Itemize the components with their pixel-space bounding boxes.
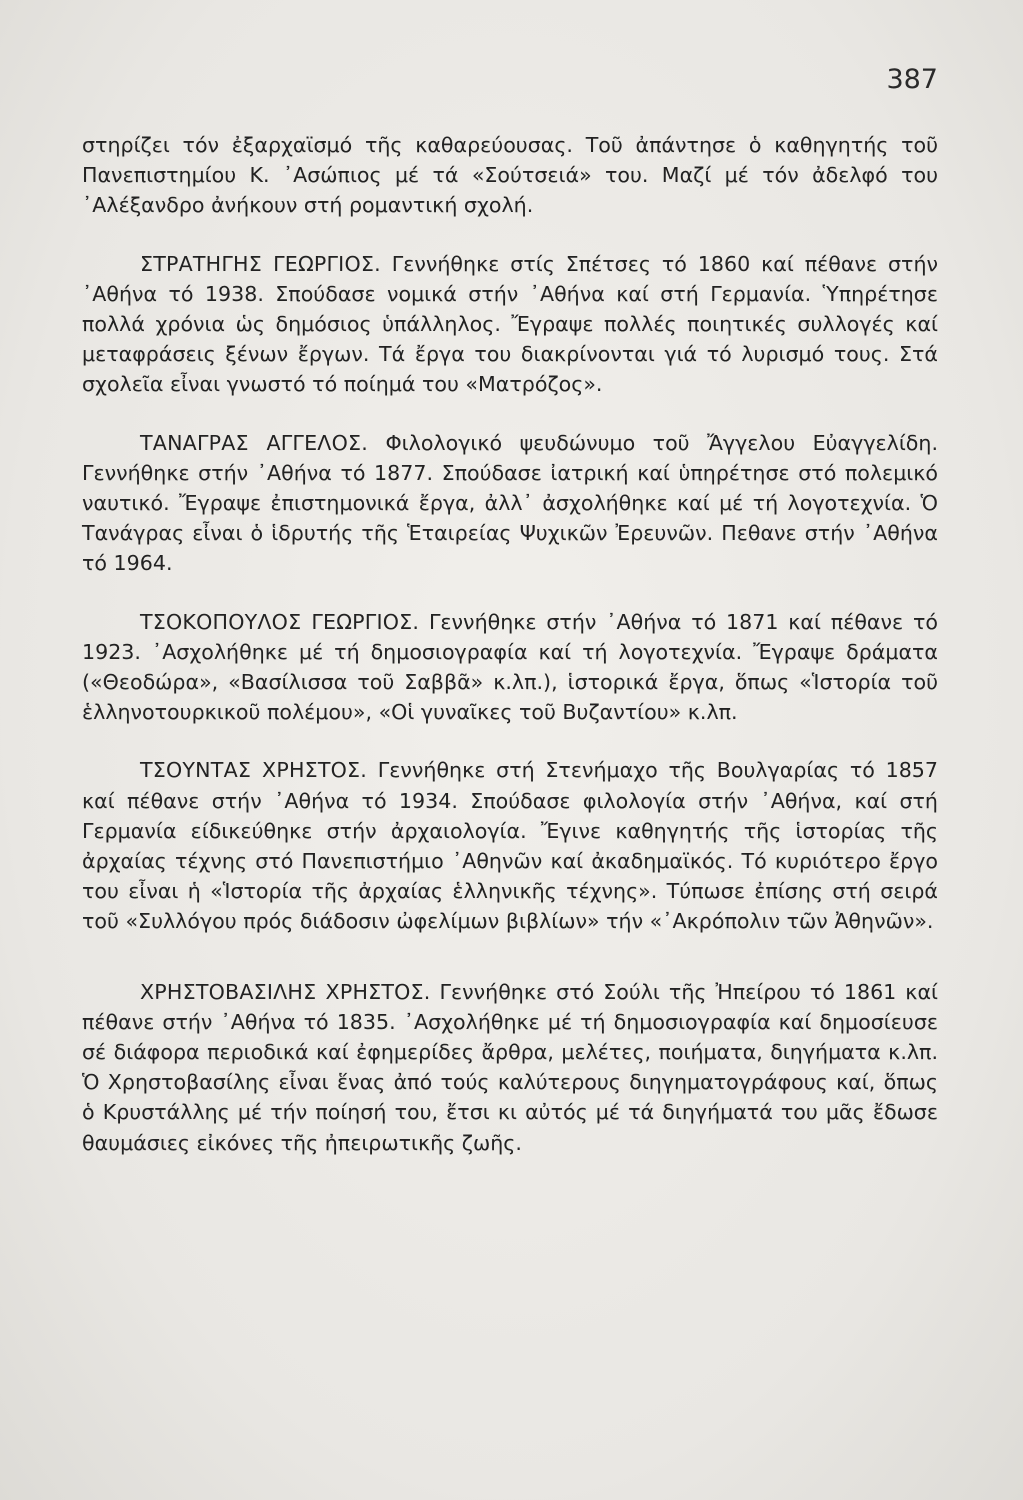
entry-name: ΤΑΝΑΓΡΑΣ ΑΓΓΕΛΟΣ.: [140, 430, 368, 455]
biography-entry-tanagras: [82, 428, 938, 579]
entry-name: ΤΣΟΚΟΠΟΥΛΟΣ ΓΕΩΡΓΙΟΣ.: [140, 609, 420, 634]
entry-name: ΧΡΗΣΤΟΒΑΣΙΛΗΣ ΧΡΗΣΤΟΣ.: [140, 979, 431, 1004]
page-number: 387: [886, 64, 938, 95]
entry-text: Φιλολογικό ψευδώνυμο τοῦ Ἄγγελου Εὐαγγελίδη. Γεννήθηκε στήν ᾿Αθήνα τό 1877. Σπούδασε ἰατρική καί ὑπηρέτησε στό πολεμικό ναυτικό. Ἔγραψε ἐπιστημονικά ἔργα, ἀλλ᾿ ἀσχολήθηκε καί μέ τή λογοτεχνία. Ὁ Τανάγρας εἶναι ὁ ἱδρυτής τῆς Ἑταιρείας Ψυχικῶν Ἐρευνῶν. Πεθανε στήν ᾿Αθήνα τό 1964.: [82, 430, 938, 576]
biography-entry-christovasilis: [82, 977, 938, 1158]
entry-text: Γεννήθηκε στή Στενήμαχο τῆς Βουλγαρίας τό 1857 καί πέθανε στήν ᾿Αθήνα τό 1934. Σπούδασε φιλολογία στήν ᾿Αθήνα, καί στή Γερμανία είδικεύθηκε στήν ἀρχαιολογία. Ἔγινε καθηγητής τῆς ἱστορίας τῆς ἀρχαίας τέχνης στό Πανεπιστήμιο ᾿Αθηνῶν καί ἀκαδημαϊκός. Τό κυριότερο ἔργο του εἶναι ἡ «Ἱστορία τῆς ἀρχαίας ἑλληνικῆς τέχνης». Τύπωσε ἐπίσης στή σειρά τοῦ «Συλλόγου πρός διάδοσιν ὠφελίμων βιβλίων» τήν «᾿Ακρόπολιν τῶν Ἀθηνῶν».: [82, 758, 939, 934]
biography-entry-stratigis: [82, 249, 938, 400]
entry-name: ΣΤΡΑΤΗΓΗΣ ΓΕΩΡΓΙΟΣ.: [140, 251, 381, 276]
entry-name: ΤΣΟΥΝΤΑΣ ΧΡΗΣΤΟΣ.: [140, 758, 368, 783]
entry-text: Γεννήθηκε στίς Σπέτσες τό 1860 καί πέθανε στήν ᾿Αθήνα τό 1938. Σπούδασε νομικά στήν ᾿Αθήνα καί στή Γερμανία. Ὑπηρέτησε πολλά χρόνια ὡς δημόσιος ὑπάλληλος. Ἔγραψε πολλές ποιητικές συλλογές καί μεταφράσεις ξένων ἔργων. Τά ἔργα του διακρίνονται γιά τό λυρισμό τους. Στά σχολεῖα εἶναι γνωστό τό ποίημά του «Ματρόζος».: [82, 251, 939, 397]
biography-entry-tsokopoulos: [82, 607, 938, 728]
page-body: [82, 130, 938, 1158]
biography-entry-tsountas: [82, 755, 938, 936]
intro-paragraph: στηρίζει τόν ἐξαρχαϊσμό τῆς καθαρεύουσας. Τοῦ ἀπάντησε ὁ καθηγητής τοῦ Πανεπιστημίου Κ. ᾿Ασώπιος μέ τά «Σούτσειά» του. Μαζί μέ τόν ἀδελφό του ᾿Αλέξανδρο ἀνήκουν στή ρομαντική σχολή.: [82, 133, 938, 218]
entry-text: Γεννήθηκε στό Σούλι τῆς Ἠπείρου τό 1861 καί πέθανε στήν ᾿Αθήνα τό 1835. ᾿Ασχολήθηκε μέ τή δημοσιογραφία καί δημοσίευσε σέ διάφορα περιοδικά καί ἐφημερίδες ἄρθρα, μελέτες, ποιήματα, διηγήματα κ.λπ. Ὁ Χρηστοβασίλης εἶναι ἕνας ἀπό τούς καλύτερους διηγηματογράφους καί, ὅπως ὁ Κρυστάλλης μέ τήν ποίησή του, ἔτσι κι αὐτός μέ τά διηγήματά του μᾶς ἔδωσε θαυμάσιες εἰκόνες τῆς ἠπειρωτικῆς ζωῆς.: [82, 979, 938, 1155]
entry-text: Γεννήθηκε στήν ᾿Αθήνα τό 1871 καί πέθανε τό 1923. ᾿Ασχολήθηκε μέ τή δημοσιογραφία καί τή λογοτεχνία. Ἔγραψε δράματα («Θεοδώρα», «Βασίλισσα τοῦ Σαββᾶ» κ.λπ.), ἱστορικά ἔργα, ὅπως «Ἱστορία τοῦ ἑλληνοτουρκικοῦ πολέμου», «Οἱ γυναῖκες τοῦ Βυζαντίου» κ.λπ.: [82, 609, 938, 725]
